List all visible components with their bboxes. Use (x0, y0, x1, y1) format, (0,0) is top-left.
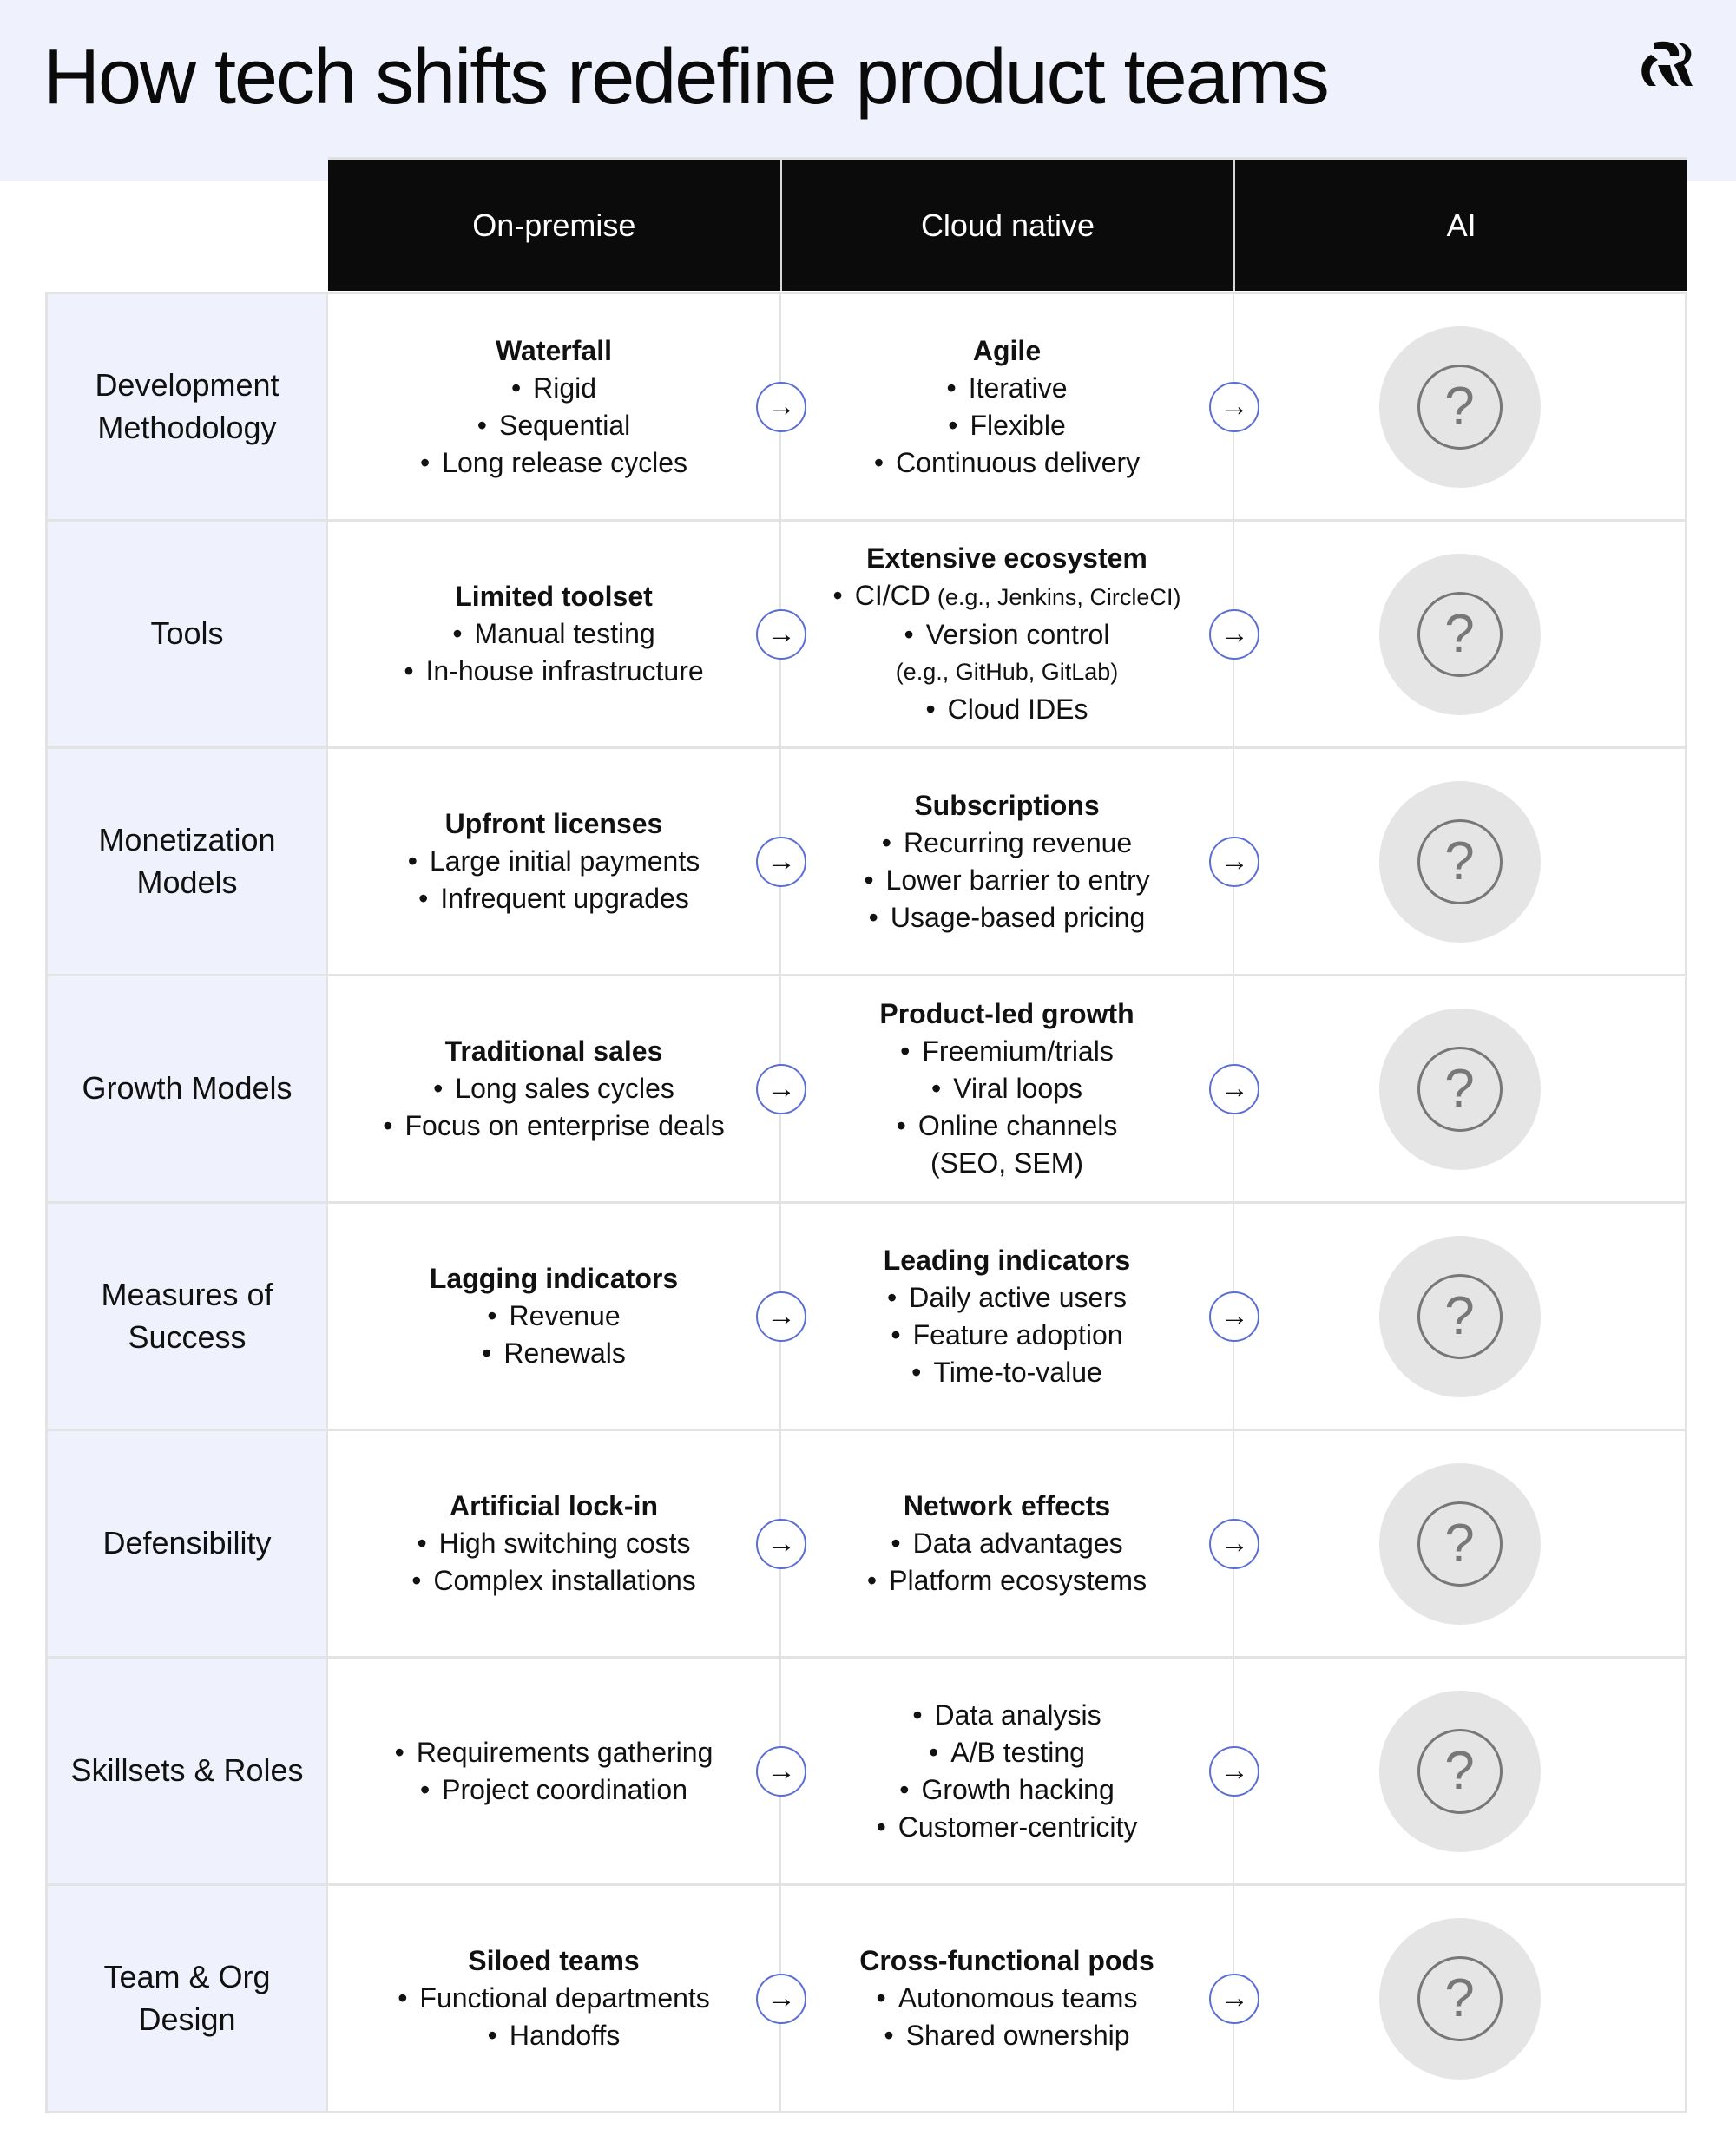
bullet-text: Flexible (970, 409, 1066, 441)
cell-cloud-native (781, 1659, 1249, 1883)
question-mark-icon: ? (1417, 592, 1503, 677)
row-label: Defensibility (45, 1431, 328, 1656)
bullet-text: Project coordination (442, 1773, 687, 1805)
cloud-native-content (867, 1488, 1147, 1600)
bullet-text: Long release cycles (442, 446, 688, 478)
bullet-note: (SEO, SEM) (930, 1147, 1083, 1179)
cell-heading: Cross-functional pods (859, 1945, 1154, 1976)
bullet-item (420, 444, 687, 482)
bullet-item (420, 407, 687, 444)
bullet-text: Online channels (917, 1110, 1118, 1141)
cell-cloud-native (781, 1886, 1249, 2111)
on-premise-content (411, 1488, 696, 1600)
bullet-text: Manual testing (474, 618, 655, 649)
bullet-item (398, 2017, 710, 2054)
arrow-right-icon: → (756, 1974, 806, 2024)
bullet-item (859, 2017, 1154, 2054)
column-header-ai: AI (1446, 207, 1476, 243)
cell-on-premise (328, 522, 796, 746)
cell-heading: Agile (972, 334, 1042, 366)
table-row-tools (45, 519, 1687, 746)
bullet-text: Growth hacking (921, 1773, 1115, 1805)
cell-ai (1234, 1886, 1687, 2111)
arrow-right-icon: → (756, 1291, 806, 1342)
bullet-text: Long sales cycles (455, 1073, 674, 1104)
table-row-development-methodology (45, 292, 1687, 519)
row-label: Tools (45, 522, 328, 746)
bullet-item (864, 862, 1149, 899)
column-header-on-premise: On-premise (328, 160, 782, 291)
cell-heading: Extensive ecosystem (866, 542, 1147, 574)
cell-heading: Waterfall (496, 334, 612, 366)
table-row-skillsets-roles (45, 1656, 1687, 1883)
cloud-native-content (859, 1942, 1154, 2054)
bullet-text: A/B testing (950, 1736, 1085, 1768)
arrow-right-icon: → (756, 1519, 806, 1569)
bullet-note: (e.g., Jenkins, CircleCI) (937, 584, 1181, 610)
bullet-item (395, 1771, 713, 1809)
bullet-text: Shared ownership (905, 2020, 1130, 2051)
bullet-text: Data advantages (912, 1528, 1123, 1559)
cloud-native-content (833, 540, 1181, 728)
bullet-item (383, 1070, 724, 1107)
question-mark-icon: ? (1417, 1047, 1503, 1132)
bullet-text: Autonomous teams (898, 1982, 1138, 2014)
bullet-item (884, 1279, 1130, 1317)
bullet-item (884, 1354, 1130, 1391)
bullet-item (420, 370, 687, 407)
question-mark-icon: ? (1417, 1956, 1503, 2041)
bullet-item (859, 1980, 1154, 2017)
cloud-native-content (864, 787, 1149, 936)
bullet-text: Iterative (968, 371, 1068, 404)
bullet-item (864, 825, 1149, 862)
bullet-text: Infrequent upgrades (440, 883, 689, 914)
bullet-item (833, 577, 1181, 616)
bullet-item (877, 1734, 1138, 1771)
cell-heading: Subscriptions (914, 789, 1100, 821)
bullet-item (877, 1771, 1138, 1809)
bullet-item (411, 1562, 696, 1600)
bullet-text: Continuous delivery (896, 446, 1141, 478)
bullet-text: Customer-centricity (898, 1810, 1138, 1843)
ai-placeholder (1379, 1009, 1541, 1170)
cell-ai (1234, 749, 1687, 974)
cell-cloud-native (781, 294, 1249, 519)
cloud-native-content (877, 1697, 1138, 1846)
question-mark-icon: ? (1417, 819, 1503, 904)
page-title: How tech shifts redefine product teams (43, 34, 1328, 121)
cell-ai (1234, 522, 1687, 746)
cell-cloud-native (781, 976, 1249, 1201)
bullet-item (395, 1734, 713, 1771)
arrow-right-icon: → (756, 1064, 806, 1114)
bullet-item (874, 370, 1140, 407)
arrow-right-icon: → (756, 1746, 806, 1797)
bullet-item (877, 1697, 1138, 1734)
cell-cloud-native (781, 749, 1249, 974)
cell-heading: Siloed teams (468, 1945, 640, 1976)
bullet-item (833, 691, 1181, 728)
cell-on-premise (328, 1204, 796, 1429)
bullet-item (430, 1298, 678, 1335)
bullet-text: Rigid (533, 371, 597, 404)
arrow-right-icon: → (1209, 1291, 1259, 1342)
table-row-defensibility (45, 1429, 1687, 1656)
arrow-right-icon: → (1209, 837, 1259, 887)
bullet-item (430, 1335, 678, 1372)
on-premise-content (420, 332, 687, 482)
bullet-item (404, 615, 703, 653)
column-header-row (328, 157, 1687, 291)
ai-placeholder (1379, 1463, 1541, 1625)
bullet-item (404, 653, 703, 690)
cloud-native-content (874, 332, 1140, 482)
cell-on-premise (328, 976, 796, 1201)
arrow-right-icon: → (756, 382, 806, 432)
arrow-right-icon: → (1209, 609, 1259, 660)
bullet-text: Viral loops (953, 1073, 1083, 1104)
bullet-item (864, 899, 1149, 936)
bullet-text: Feature adoption (912, 1318, 1123, 1350)
cell-ai (1234, 1204, 1687, 1429)
bullet-text: Freemium/trials (922, 1035, 1114, 1067)
arrow-right-icon: → (756, 609, 806, 660)
row-label: Growth Models (45, 976, 328, 1201)
bullet-note: (e.g., GitHub, GitLab) (895, 659, 1119, 685)
arrow-right-icon: → (1209, 1746, 1259, 1797)
bullet-text: Daily active users (909, 1281, 1127, 1313)
cloud-native-content (884, 1242, 1130, 1391)
cell-on-premise (328, 294, 796, 519)
bullet-item (877, 1809, 1138, 1846)
row-label: Team & Org Design (45, 1886, 328, 2111)
table-row-team-org-design (45, 1883, 1687, 2113)
question-mark-icon: ? (1417, 365, 1503, 450)
cell-cloud-native (781, 1431, 1249, 1656)
on-premise-content (395, 1734, 713, 1809)
on-premise-content (408, 805, 700, 917)
bullet-text: Renewals (503, 1337, 626, 1369)
cell-on-premise (328, 1659, 796, 1883)
bullet-item (408, 843, 700, 880)
bullet-text: Focus on enterprise deals (404, 1110, 725, 1141)
arrow-right-icon: → (1209, 382, 1259, 432)
arrow-right-icon: → (1209, 1519, 1259, 1569)
bullet-item (879, 1033, 1134, 1070)
cloud-native-content (879, 996, 1134, 1182)
bullet-text: Time-to-value (933, 1356, 1102, 1388)
bullet-item (874, 444, 1140, 482)
bullet-item (867, 1562, 1147, 1600)
bullet-text: Revenue (509, 1300, 621, 1331)
bullet-text: Functional departments (419, 1982, 710, 2014)
table-row-measures-of-success (45, 1201, 1687, 1429)
cell-on-premise (328, 749, 796, 974)
cell-heading: Limited toolset (455, 581, 653, 612)
on-premise-content (383, 1033, 724, 1145)
table-row-growth-models (45, 974, 1687, 1201)
column-header-cloud-native: Cloud native (782, 160, 1236, 291)
cell-heading: Product-led growth (879, 998, 1134, 1029)
cell-on-premise (328, 1431, 796, 1656)
brand-logo-icon (1635, 39, 1696, 88)
arrow-right-icon: → (1209, 1064, 1259, 1114)
bullet-item (879, 1107, 1134, 1145)
bullet-text: Lower barrier to entry (885, 864, 1150, 896)
cell-ai (1234, 976, 1687, 1201)
cell-ai (1234, 1431, 1687, 1656)
question-mark-icon: ? (1417, 1729, 1503, 1814)
row-label: Measures of Success (45, 1204, 328, 1429)
bullet-item (867, 1525, 1147, 1562)
bullet-text: In-house infrastructure (425, 655, 704, 687)
ai-placeholder (1379, 781, 1541, 943)
bullet-item (879, 1070, 1134, 1107)
bullet-item (408, 880, 700, 917)
cell-cloud-native (781, 522, 1249, 746)
bullet-item (884, 1317, 1130, 1354)
bullet-text: High switching costs (438, 1528, 691, 1559)
bullet-text: Data analysis (934, 1699, 1101, 1731)
ai-placeholder (1379, 554, 1541, 715)
on-premise-content (404, 578, 703, 690)
bullet-text: Cloud IDEs (947, 693, 1088, 725)
bullet-text: Platform ecosystems (889, 1565, 1147, 1596)
cell-ai (1234, 1659, 1687, 1883)
bullet-item (411, 1525, 696, 1562)
bullet-text: Complex installations (433, 1565, 696, 1596)
bullet-text: Recurring revenue (903, 826, 1133, 858)
table-row-monetization-models (45, 746, 1687, 974)
bullet-text: Large initial payments (429, 845, 700, 877)
arrow-right-icon: → (1209, 1974, 1259, 2024)
bullet-item (874, 407, 1140, 444)
bullet-text: Version control (925, 619, 1110, 650)
arrow-right-icon: → (756, 837, 806, 887)
ai-placeholder (1379, 1918, 1541, 2080)
bullet-item (398, 1980, 710, 2017)
row-label: Development Methodology (45, 294, 328, 519)
row-label: Skillsets & Roles (45, 1659, 328, 1883)
cell-cloud-native (781, 1204, 1249, 1429)
cell-heading: Upfront licenses (444, 808, 663, 839)
bullet-text: Handoffs (509, 2020, 621, 2051)
bullet-text: Requirements gathering (416, 1736, 713, 1768)
row-label: Monetization Models (45, 749, 328, 974)
ai-placeholder (1379, 1236, 1541, 1397)
comparison-table (45, 292, 1687, 2113)
question-mark-icon: ? (1417, 1274, 1503, 1359)
bullet-item (383, 1107, 724, 1145)
bullet-text: Usage-based pricing (890, 901, 1146, 933)
on-premise-content (430, 1260, 678, 1372)
bullet-text: CI/CD (854, 580, 930, 611)
cell-heading: Artificial lock-in (449, 1490, 659, 1521)
cell-heading: Leading indicators (883, 1244, 1131, 1276)
cell-heading: Traditional sales (444, 1035, 663, 1067)
bullet-item (833, 616, 1181, 654)
ai-placeholder (1379, 326, 1541, 488)
ai-placeholder (1379, 1691, 1541, 1852)
cell-on-premise (328, 1886, 796, 2111)
cell-heading: Lagging indicators (429, 1263, 679, 1294)
question-mark-icon: ? (1417, 1501, 1503, 1587)
on-premise-content (398, 1942, 710, 2054)
cell-ai (1234, 294, 1687, 519)
cell-heading: Network effects (903, 1490, 1111, 1521)
bullet-text: Sequential (498, 409, 631, 441)
